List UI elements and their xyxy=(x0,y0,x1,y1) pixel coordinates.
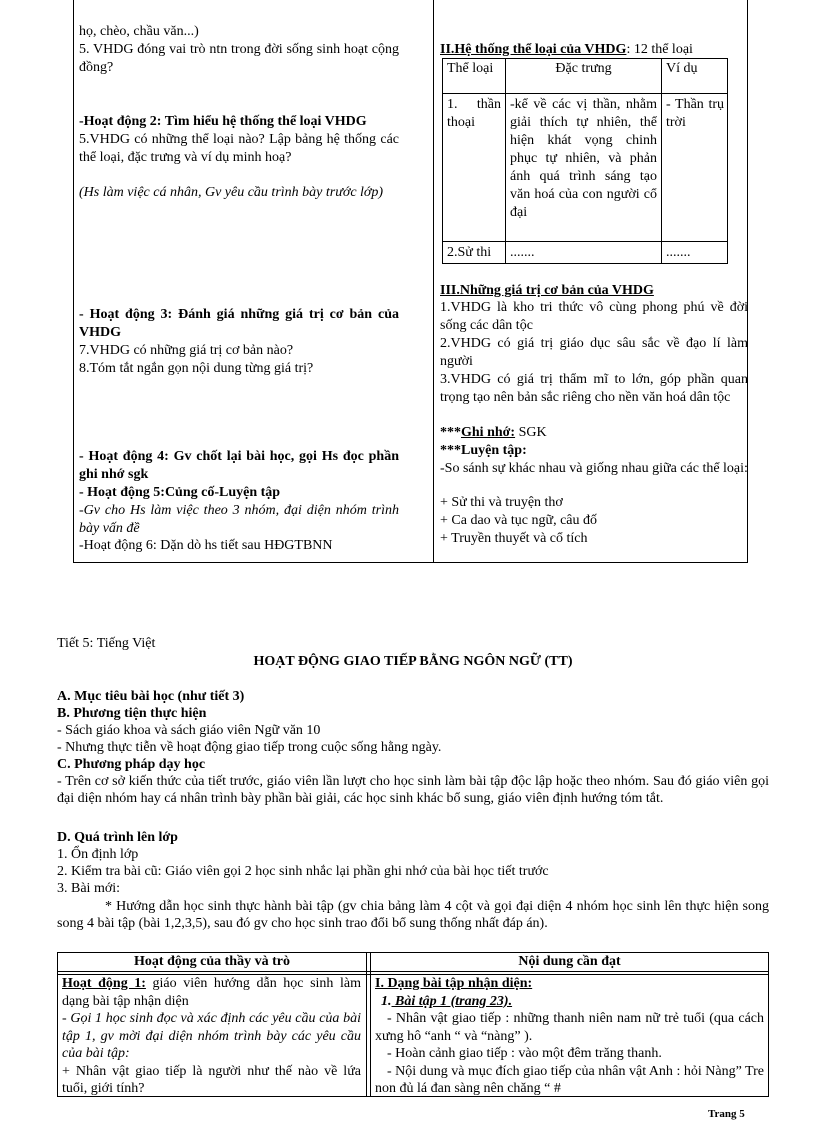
value-1: 1.VHDG là kho tri thức vô cùng phong phú về đời sống các dân tộc xyxy=(440,300,748,333)
genre-row-1-example: - Thần trụ trời xyxy=(666,97,724,130)
genre-header-type: Thể loại xyxy=(447,61,494,76)
activity-2-note: (Hs làm việc cá nhân, Gv yêu cầu trình bày trước lớp) xyxy=(79,185,384,200)
table-border-left xyxy=(73,0,74,563)
genre-row-1-type: 1. thần thoại xyxy=(447,97,501,130)
ghi-nho-label: Ghi nhớ: xyxy=(461,425,516,440)
luyen-tap-item-1: + Sử thi và truyện thơ xyxy=(440,495,563,510)
activity-5-title: - Hoạt động 5:Củng cố-Luyện tập xyxy=(79,485,281,500)
header-left: Hoạt động của thầy và trò xyxy=(134,954,290,969)
genre-row-2-example: ....... xyxy=(666,245,691,260)
section-a: A. Mục tiêu bài học (như tiết 3) xyxy=(57,689,245,704)
left-line-1: họ, chèo, chầu văn...) xyxy=(79,24,199,39)
activity-4-title: - Hoạt động 4: Gv chốt lại bài học, gọi Hs đọc phần ghi nhớ sgk xyxy=(79,449,399,482)
left-question-5: 5. VHDG đóng vai trò ntn trong đời sống sinh hoạt cộng đồng? xyxy=(79,42,399,75)
activity-2-title: -Hoạt động 2: Tìm hiểu hệ thống thể loại VHDG xyxy=(79,114,367,129)
genre-row-line-1 xyxy=(443,93,727,94)
luyen-tap-item-2: + Ca dao và tục ngữ, câu đố xyxy=(440,513,597,528)
luyen-tap-item-3: + Truyền thuyết và cổ tích xyxy=(440,531,588,546)
exercise-type-heading: I. Dạng bài tập nhận diện: xyxy=(375,976,533,991)
exercise-1-title: Bài tập 1 (trang 23). xyxy=(391,993,513,1009)
value-3: 3.VHDG có giá trị thẩm mĩ to lớn, góp phần quan trọng tạo nên bản sắc riêng cho nền văn hoá dân tộc xyxy=(440,372,748,405)
lesson-title: HOẠT ĐỘNG GIAO TIẾP BẰNG NGÔN NGỮ (TT) xyxy=(253,654,573,669)
activity-1-title-rest: giáo viên hướng dẫn học sinh làm dạng bài tập nhận diện xyxy=(62,976,361,1009)
genre-divider-2 xyxy=(661,59,662,263)
section-d-guide: * Hướng dẫn học sinh thực hành bài tập (gv chia bảng làm 4 cột và gọi đại diện 4 nhóm học sinh lên thực hiện song song 4 bài tập (bài 1,2,3,5), sau đó gv cho học sinh trao đổi bổ sung thống nhất đáp án). xyxy=(57,899,769,931)
section-2-count: : 12 thể loại xyxy=(626,42,693,57)
genre-row-2-type: 2.Sử thi xyxy=(447,245,492,260)
section-d-item-1: 1. Ổn định lớp xyxy=(57,847,139,862)
activity-3-question-2: 8.Tóm tắt ngắn gọn nội dung từng giá trị? xyxy=(79,361,314,376)
genre-header-example: Ví dụ xyxy=(666,61,698,76)
section-d-item-3: 3. Bài mới: xyxy=(57,881,121,896)
exercise-1-point-3: - Nội dung và mục đích giao tiếp của nhân vật Anh : hỏi Nàng” Tre non đủ lá đan sàng nên chăng “ # xyxy=(375,1063,764,1096)
exercise-1-point-1: - Nhân vật giao tiếp : những thanh niên nam nữ trẻ tuổi (qua cách xưng hô “anh “ và “nàng” ). xyxy=(375,1011,764,1044)
exercise-1-number: 1. xyxy=(381,993,392,1009)
table-border-bottom xyxy=(73,562,748,563)
exercise-1-point-2: - Hoàn cảnh giao tiếp : vào một đêm trăng thanh. xyxy=(387,1046,662,1061)
genre-table xyxy=(442,58,728,264)
activity-1-line xyxy=(62,975,361,1010)
activity-2-question: 5.VHDG có những thể loại nào? Lập bảng hệ thống các thể loại, đặc trưng và ví dụ minh hoạ? xyxy=(79,132,399,165)
right-cell xyxy=(375,975,764,1098)
ghi-nho-value: SGK xyxy=(515,425,547,440)
luyen-tap-heading: ***Luyện tập: xyxy=(440,443,527,458)
genre-row-1-feature: -kể về các vị thần, nhằm giải thích tự nhiên, thể hiện khát vọng chinh phục tự nhiên, và phản ánh quá trình sáng tạo văn hoá của con người cổ đại xyxy=(510,97,657,220)
section-d-item-2: 2. Kiểm tra bài cũ: Giáo viên gọi 2 học sinh nhắc lại phần ghi nhớ của bài học tiết trước xyxy=(57,864,549,879)
table-column-divider xyxy=(433,0,434,563)
activity-3-title: - Hoạt động 3: Đánh giá những giá trị cơ bản của VHDG xyxy=(79,307,399,340)
section-b: B. Phương tiện thực hiện xyxy=(57,706,207,721)
section-2-heading xyxy=(440,41,748,59)
activity-1-title: Hoạt động 1: xyxy=(62,976,146,991)
activity-table xyxy=(57,952,769,1097)
section-2-title: II.Hệ thống thể loại của VHDG xyxy=(440,42,627,57)
header-right: Nội dung cần đạt xyxy=(518,954,621,969)
section-3-heading: III.Những giá trị cơ bản của VHDG xyxy=(440,283,654,298)
section-d: D. Quá trình lên lớp xyxy=(57,830,178,845)
section-b-item-2: - Nhưng thực tiễn về hoạt động giao tiếp trong cuộc sống hằng ngày. xyxy=(57,740,442,755)
activity-3-question-1: 7.VHDG có những giá trị cơ bản nào? xyxy=(79,343,294,358)
left-cell xyxy=(62,975,361,1098)
activity-1-instruction: - Gọi 1 học sinh đọc và xác định các yêu cầu của bài tập 1, gv mời đại diện nhóm trình bày các yêu cầu của bài tập: xyxy=(62,1011,361,1061)
ghi-nho xyxy=(440,424,748,442)
genre-row-line-2 xyxy=(443,241,727,242)
activity-5-note: -Gv cho Hs làm việc theo 3 nhóm, đại diện nhóm trình bày vấn đề xyxy=(79,503,399,536)
activity-1-question: + Nhân vật giao tiếp là người như thế nào về lứa tuổi, giới tính? xyxy=(62,1063,361,1096)
section-b-item-1: - Sách giáo khoa và sách giáo viên Ngữ văn 10 xyxy=(57,723,321,738)
value-2: 2.VHDG có giá trị giáo dục sâu sắc về đạo lí làm người xyxy=(440,336,748,369)
section-c: C. Phương pháp dạy học xyxy=(57,757,206,772)
exercise-1-line xyxy=(375,993,764,1011)
page-number: Trang 5 xyxy=(708,1108,745,1120)
activity-6: -Hoạt động 6: Dặn dò hs tiết sau HĐGTBNN xyxy=(79,538,333,553)
luyen-tap-question: -So sánh sự khác nhau và giống nhau giữa các thể loại: xyxy=(440,461,748,476)
genre-header-feature: Đặc trưng xyxy=(555,61,612,76)
genre-row-2-feature: ....... xyxy=(510,245,535,260)
section-c-text: - Trên cơ sở kiến thức của tiết trước, giáo viên lần lượt cho học sinh làm bài tập độc lập hoặc theo nhóm. Sau đó giáo viên gọi đại diện nhóm hay cá nhân trình bày phần bài giải, các học sinh khác bổ sung, giáo viên định hướng tóm tắt. xyxy=(57,774,769,806)
activity-table-header-line xyxy=(58,971,768,972)
ghi-nho-prefix: *** xyxy=(440,425,461,440)
lesson-period: Tiết 5: Tiếng Việt xyxy=(57,636,156,651)
